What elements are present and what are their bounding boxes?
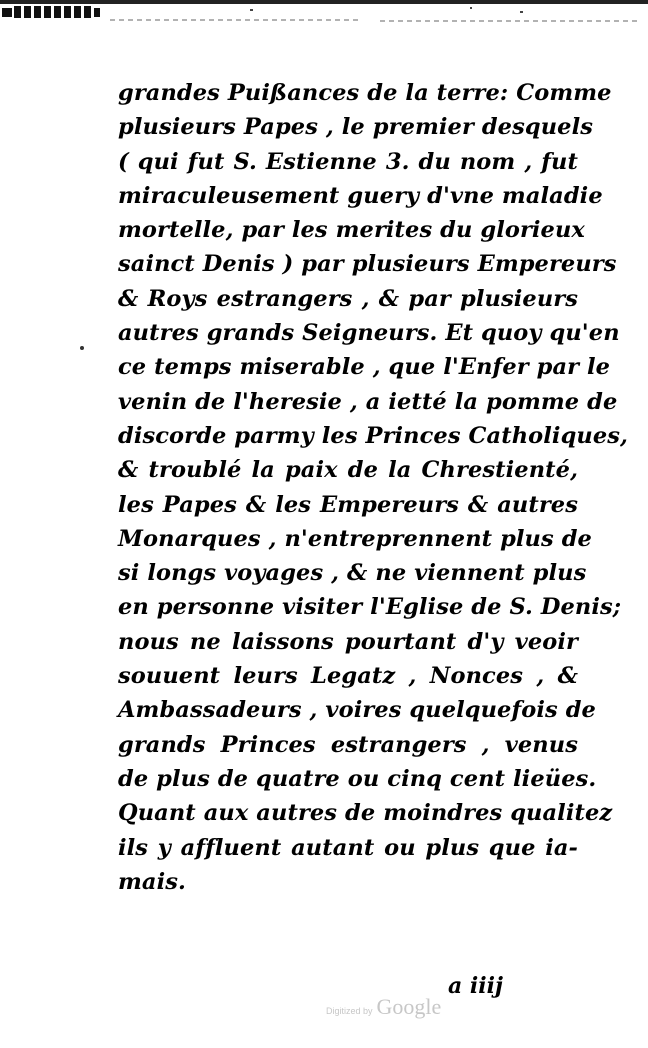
text-line: mortelle, par les merites du glorieux (118, 217, 585, 244)
text-line: autres grands Seigneurs. Et quoy qu'en (118, 320, 620, 347)
text-line: ils y affluent autant ou plus que ia- (118, 834, 578, 861)
digitized-watermark (326, 994, 441, 1020)
google-logo: Google (376, 994, 442, 1019)
text-line: Monarques , n'entreprennent plus de (118, 525, 592, 552)
text-line: nous ne laissons pourtant d'y veoir (118, 628, 578, 655)
text-line: si longs voyages , & ne viennent plus (118, 560, 587, 587)
watermark-small-text: Digitized by (326, 1006, 373, 1016)
margin-speck (80, 346, 84, 350)
text-line: souuent leurs Legatz , Nonces , & (118, 663, 578, 690)
text-line: ( qui fut S. Estienne 3. du nom , fut (118, 148, 578, 175)
text-line: grands Princes estrangers , venus (118, 731, 578, 758)
text-line: ce temps miserable , que l'Enfer par le (118, 354, 611, 381)
text-line: Ambassadeurs , voires quelquefois de (118, 697, 596, 724)
text-line: en personne visiter l'Eglise de S. Denis; (118, 594, 622, 621)
text-line: & troublé la paix de la Chrestienté, (118, 457, 578, 484)
text-line: sainct Denis ) par plusieurs Empereurs (118, 251, 617, 278)
text-line: grandes Puißances de la terre: Comme (118, 80, 612, 106)
text-line: les Papes & les Empereurs & autres (118, 491, 578, 518)
top-border-ornament (0, 0, 648, 30)
text-line: Quant aux autres de moindres qualitez (118, 800, 613, 827)
signature-mark: a iiij (448, 973, 503, 999)
page-body-text (118, 76, 628, 899)
text-line: miraculeusement guery d'vne maladie (118, 182, 603, 209)
text-line: plusieurs Papes , le premier desquels (118, 114, 593, 141)
text-line: & Roys estrangers , & par plusieurs (118, 285, 578, 312)
text-line: mais. (118, 868, 186, 895)
text-line: de plus de quatre ou cinq cent lieües. (118, 765, 597, 792)
text-line: venin de l'heresie , a ietté la pomme de (118, 388, 618, 415)
text-line: discorde parmy les Princes Catholiques, (118, 422, 628, 449)
